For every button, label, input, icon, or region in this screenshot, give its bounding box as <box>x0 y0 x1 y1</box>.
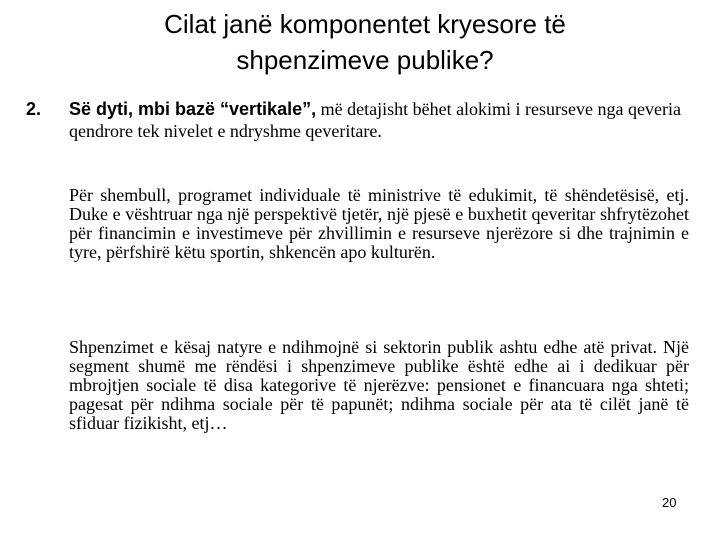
title-line-2: shpenzimeve publike? <box>236 45 494 75</box>
title-line-1: Cilat janë komponentet kryesore të <box>164 9 566 39</box>
paragraph-example: Për shembull, programet individuale të ministrive të edukimit, të shëndetësisë, etj. Duke e vështruar nga një perspektivë tjetër, një pjesë e buxhetit qeveritar shfrytëzohet për financimin e investimeve për zhvillimin e resurseve njerëzore si dhe trajnimin e tyre, përfshirë këtu sportin, shkencën apo kulturën. <box>69 185 689 262</box>
page-number: 20 <box>662 495 677 510</box>
slide-title <box>70 6 660 78</box>
point-body <box>69 98 702 142</box>
point-text: më detajisht bëhet alokimi i resurseve nga qeveria qendrore tek nivelet e ndryshme qeveritare. <box>69 99 681 141</box>
point-number: 2. <box>26 99 42 119</box>
point-lead: Së dyti, mbi bazë “vertikale”, <box>69 99 317 119</box>
paragraph-social: Shpenzimet e kësaj natyre e ndihmojnë si sektorin publik ashtu edhe atë privat. Një segment shumë me rëndësi i shpenzimeve publike është edhe ai i dedikuar për mbrojtjen sociale të disa kategorive të njerëzve: pensionet e financuara nga shteti; pagesat për ndihma sociale për të papunët; ndihma sociale për ata të cilët janë të sfiduar fizikisht, etj… <box>69 337 689 433</box>
